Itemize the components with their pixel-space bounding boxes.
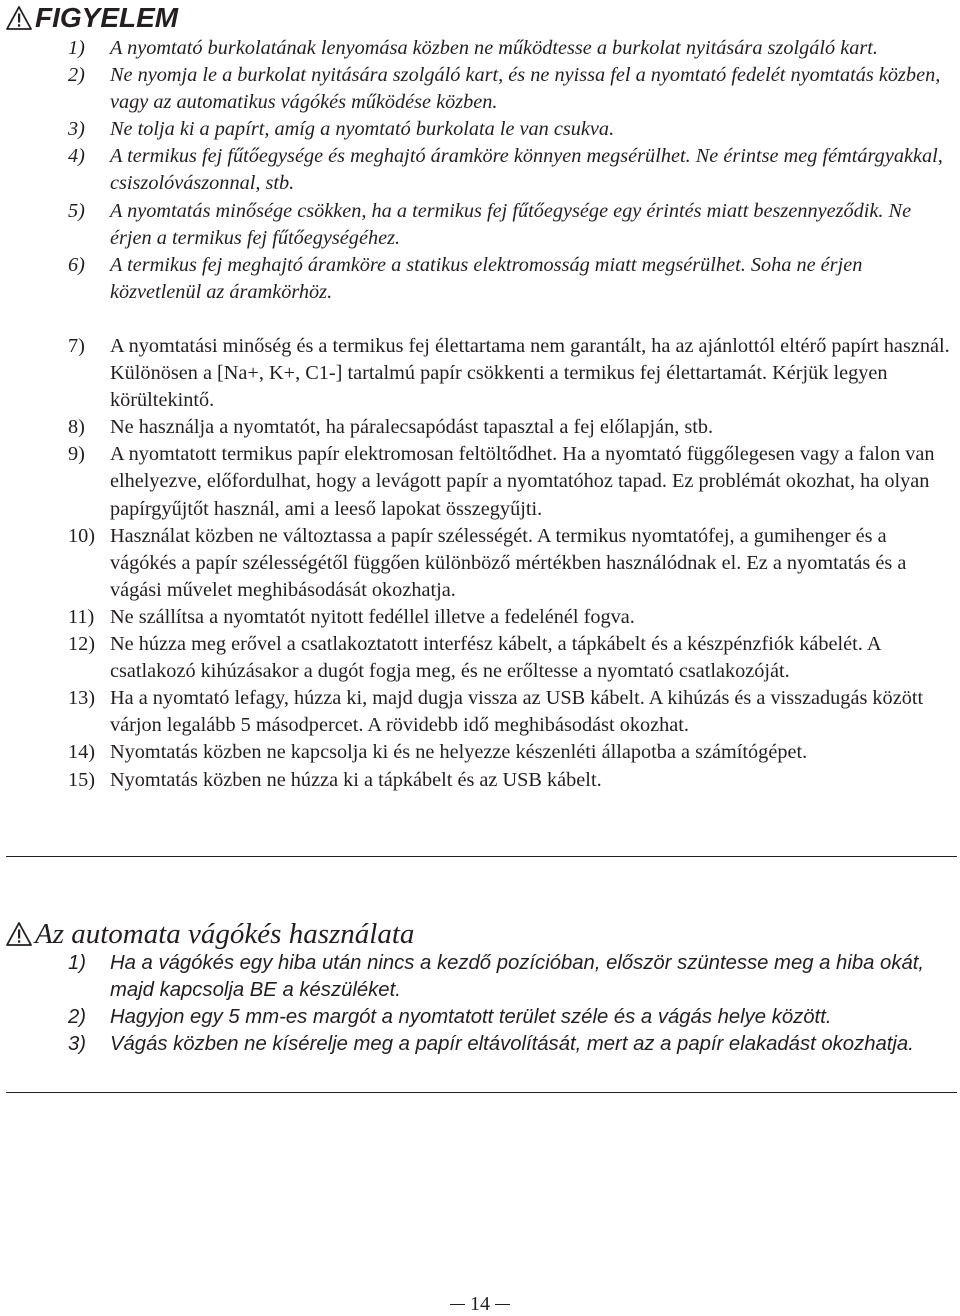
item-number: 14) — [68, 741, 96, 764]
item-text: A nyomtató burkolatának lenyomása közben ne működtesse a burkolat nyitására szolgáló kart. — [110, 37, 878, 59]
list-item — [0, 1031, 952, 1058]
section-divider — [6, 856, 957, 857]
warning-section-title — [6, 2, 178, 34]
item-number: 1) — [68, 37, 85, 59]
item-text: A termikus fej meghajtó áramköre a statikus elektromosság miatt megsérülhet. Soha ne érjen közvetlenül az áramkörhöz. — [110, 253, 863, 303]
list-item — [0, 333, 952, 414]
item-number: 10) — [68, 524, 96, 547]
item-number: 2) — [68, 1006, 87, 1029]
list-item — [0, 198, 952, 252]
item-text: A termikus fej fűtőegysége és meghajtó áramköre könnyen megsérülhet. Ne érintse meg fémtárgyakkal, csiszolóvászonnal, stb. — [110, 145, 943, 195]
item-text: Ne szállítsa a nyomtatót nyitott fedéllel illetve a fedelénél fogva. — [110, 605, 635, 628]
warning-triangle-icon — [6, 5, 34, 31]
item-text: A nyomtatott termikus papír elektromosan feltöltődhet. Ha a nyomtató függőlegesen vagy a falon van elhelyezve, előfordulhat, hogy a levágott papír a nyomtatóhoz tapad. Ez problémát okozhat, ha olyan papírgyűjtőt használ, ami a leeső lapokat összegyűjti. — [110, 443, 935, 520]
list-item — [0, 441, 952, 522]
list-item — [0, 414, 952, 441]
item-text: Ha a nyomtató lefagy, húzza ki, majd dugja vissza az USB kábelt. A kihúzás és a visszadugás között várjon legalább 5 másodpercet. A rövidebb idő meghibásodást okozhat. — [110, 687, 924, 737]
item-text: Ne tolja ki a papírt, amíg a nyomtató burkolata le van csukva. — [110, 118, 615, 141]
item-number: 3) — [68, 118, 85, 141]
item-text: A nyomtatási minőség és a termikus fej élettartama nem garantált, ha az ajánlottól eltérő papírt használ. Különösen a [Na+, K+, C1-] tartalmú papír csökkenti a termikus fej élettartamát. Kérjük legyen körültekintő. — [110, 335, 950, 412]
bottom-divider — [6, 1092, 957, 1093]
list-item — [0, 35, 952, 62]
list-item — [0, 950, 952, 1004]
item-number: 12) — [68, 633, 96, 656]
cutter-heading: Az automata vágókés használata — [35, 918, 415, 950]
list-item — [0, 116, 952, 143]
item-text: Vágás közben ne kísérelje meg a papír eltávolítását, mert az a papír elakadást okozhatja. — [110, 1033, 914, 1056]
item-number: 6) — [68, 253, 85, 276]
item-text: Nyomtatás közben ne kapcsolja ki és ne helyezze készenléti állapotba a számítógépet. — [110, 741, 808, 764]
warning-list-part-2 — [0, 333, 952, 794]
item-number: 9) — [68, 443, 85, 466]
list-item — [0, 767, 952, 794]
cutter-list — [0, 950, 952, 1058]
item-text: Használat közben ne változtassa a papír szélességét. A termikus nyomtatófej, a gumihenger és a vágókés a papír szélességétől függően különböző mértékben használódnak el. Ez a nyomtatás és a vágási művelet meghibásodását okozhatja. — [110, 524, 907, 601]
page-footer — [430, 1292, 530, 1316]
list-item — [0, 631, 952, 685]
warning-heading: FIGYELEM — [35, 2, 179, 33]
list-item — [0, 685, 952, 739]
item-number: 13) — [68, 687, 96, 710]
item-number: 1) — [68, 952, 87, 974]
item-number: 3) — [68, 1033, 87, 1056]
item-number: 4) — [68, 145, 85, 168]
item-text: Ne húzza meg erővel a csatlakoztatott interfész kábelt, a tápkábelt és a készpénzfiók kábelét. A csatlakozó kihúzásakor a dugót fogja meg, és ne erőltesse a nyomtató csatlakozóját. — [110, 633, 881, 683]
cutter-section-title — [6, 918, 414, 950]
list-item — [0, 604, 952, 631]
item-number: 2) — [68, 64, 85, 87]
item-number: 5) — [68, 199, 85, 222]
list-item — [0, 739, 952, 766]
footer-dash-left — [450, 1304, 465, 1305]
list-item — [0, 1004, 952, 1031]
item-text: Ha a vágókés egy hiba után nincs a kezdő pozícióban, először szüntesse meg a hiba okát, majd kapcsolja BE a készüléket. — [110, 952, 925, 1002]
item-text: A nyomtatás minősége csökken, ha a termikus fej fűtőegysége egy érintés miatt beszennyeződik. Ne érjen a termikus fej fűtőegységéhez. — [110, 199, 912, 249]
item-text: Ne használja a nyomtatót, ha páralecsapódást tapasztal a fej előlapján, stb. — [110, 416, 714, 439]
list-item — [0, 62, 952, 116]
item-number: 7) — [68, 335, 85, 357]
warning-triangle-icon — [6, 921, 34, 947]
warning-list-part-1 — [0, 35, 952, 306]
list-item — [0, 143, 952, 197]
item-number: 8) — [68, 416, 85, 439]
item-text: Nyomtatás közben ne húzza ki a tápkábelt és az USB kábelt. — [110, 768, 602, 791]
list-item — [0, 523, 952, 604]
page-number: 14 — [470, 1293, 490, 1315]
list-item — [0, 252, 952, 306]
item-text: Ne nyomja le a burkolat nyitására szolgáló kart, és ne nyissa fel a nyomtató fedelét nyomtatás közben, vagy az automatikus vágókés működése közben. — [110, 64, 941, 114]
footer-dash-right — [495, 1304, 510, 1305]
item-number: 15) — [68, 768, 96, 791]
item-number: 11) — [68, 605, 95, 628]
item-text: Hagyjon egy 5 mm-es margót a nyomtatott terület széle és a vágás helye között. — [110, 1006, 832, 1029]
